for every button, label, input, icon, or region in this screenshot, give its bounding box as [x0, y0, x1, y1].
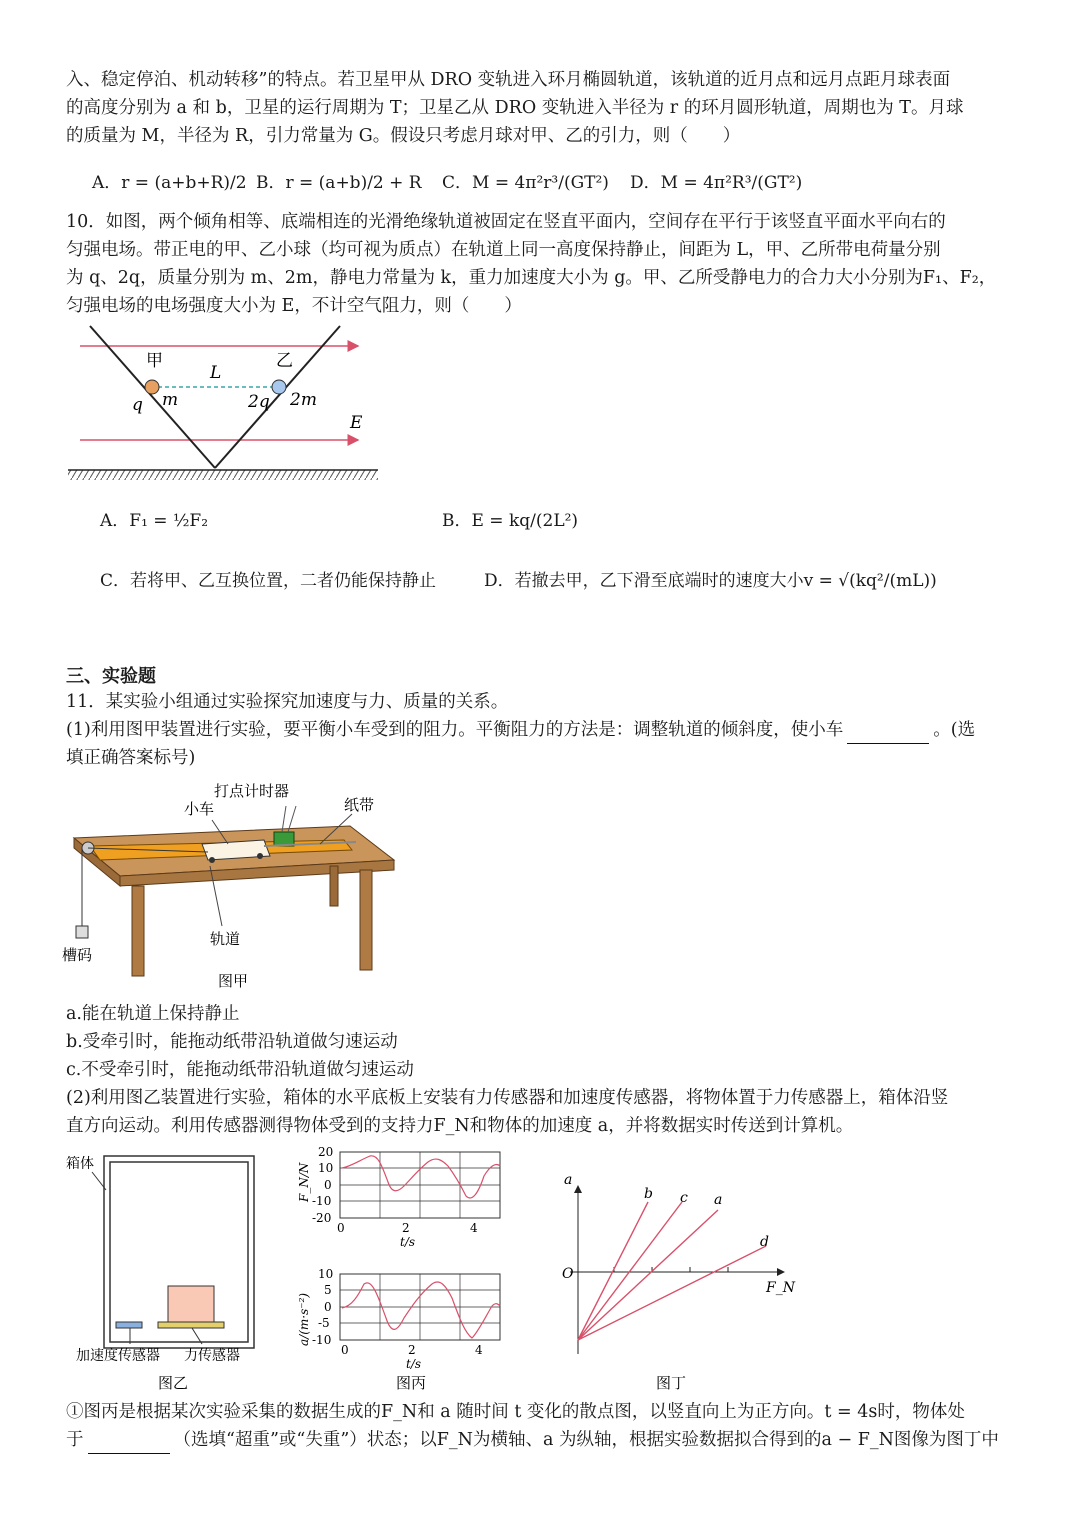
chart-force	[297, 1146, 500, 1249]
q10-line-3: 为 q、2q，质量分别为 m、2m，静电力常量为 k，重力加速度大小为 g。甲、乙所受静电力的合力大小分别为F₁、F₂，	[66, 268, 997, 288]
label-force-sensor: 力传感器	[184, 1348, 240, 1364]
q10-line-1: 10．如图，两个倾角相等、底端相连的光滑绝缘轨道被固定在竖直平面内，空间存在平行于该竖直平面水平向右的	[66, 212, 946, 232]
figure-bing	[292, 1146, 522, 1396]
label-car: 小车	[184, 800, 215, 818]
line-a	[578, 1210, 718, 1340]
q11-intro: 11．某实验小组通过实验探究加速度与力、质量的关系。	[66, 692, 509, 712]
label-line-a: a	[714, 1192, 723, 1208]
axis-label-a: a	[564, 1172, 573, 1188]
label-line-b: b	[644, 1186, 653, 1202]
caption-ding: 图丁	[656, 1374, 687, 1392]
q9-option-d: D．M = 4π²R³/(GT²)	[630, 173, 803, 193]
object-block	[168, 1286, 214, 1322]
ytick-a-m5: -5	[318, 1316, 330, 1330]
q11-part1-tail: 。(选	[933, 720, 976, 740]
label-line-c: c	[680, 1190, 688, 1206]
label-q: q	[132, 395, 143, 415]
q11-part1-line2: 填正确答案标号)	[66, 748, 196, 768]
caption-bing: 图丙	[396, 1374, 427, 1392]
q10-figure	[60, 318, 390, 488]
xtick-f-0: 0	[337, 1221, 345, 1235]
label-2q: 2q	[248, 392, 270, 412]
choice-b: b.受牵引时，能拖动纸带沿轨道做匀速运动	[66, 1032, 398, 1052]
ytick-f-0: 0	[324, 1178, 332, 1192]
left-track	[90, 326, 215, 468]
ytick-f-20: 20	[318, 1146, 334, 1159]
xtick-a-2: 2	[408, 1343, 416, 1357]
xtick-a-4: 4	[475, 1343, 483, 1357]
caption-jia: 图甲	[218, 972, 249, 990]
q10-option-a: A．F₁ = ½F₂	[100, 511, 209, 531]
choice-a: a.能在轨道上保持静止	[66, 1004, 240, 1024]
q11-question-prefix: 于	[66, 1430, 84, 1450]
right-track	[215, 326, 340, 468]
label-m: m	[162, 390, 179, 410]
xlabel-f: t/s	[400, 1235, 416, 1249]
label-yi: 乙	[276, 351, 293, 371]
ground-hatch	[68, 470, 378, 480]
q9-option-b: B．r = (a+b)/2 + R	[256, 173, 422, 193]
ytick-f-m20: -20	[312, 1211, 332, 1225]
ytick-f-m10: -10	[312, 1194, 332, 1208]
ylabel-f: F_N/N	[297, 1162, 311, 1202]
label-box: 箱体	[66, 1156, 94, 1172]
force-sensor-rect	[158, 1322, 224, 1328]
q10-option-c: C．若将甲、乙互换位置，二者仍能保持静止	[100, 571, 437, 591]
label-jia: 甲	[146, 351, 163, 371]
q10-line-2: 匀强电场。带正电的甲、乙小球（均可视为质点）在轨道上同一高度保持静止，间距为 L，甲、乙所带电荷量分别	[66, 240, 941, 260]
ytick-a-10: 10	[318, 1267, 334, 1281]
label-weight: 槽码	[62, 946, 93, 964]
q9-line-2: 的高度分别为 a 和 b，卫星的运行周期为 T；卫星乙从 DRO 变轨进入半径为 r 的环月圆形轨道，周期也为 T。月球	[66, 98, 964, 118]
label-line-d: d	[760, 1234, 769, 1250]
answer-blank-2[interactable]	[88, 1433, 170, 1454]
figure-yi	[62, 1150, 262, 1400]
label-acc-sensor: 加速度传感器	[76, 1348, 160, 1364]
ytick-a-5: 5	[324, 1283, 332, 1297]
q11-question-line2	[66, 1426, 1026, 1454]
axis-label-fn: F_N	[766, 1280, 795, 1296]
q11-part2-line2: 直方向运动。利用传感器测得物体受到的支持力F_N和物体的加速度 a，并将数据实时传送到计算机。	[66, 1116, 854, 1136]
ball-jia	[145, 380, 159, 394]
q9-line-3: 的质量为 M，半径为 R，引力常量为 G。假设只考虑月球对甲、乙的引力，则（ ）	[66, 126, 741, 146]
label-2m: 2m	[290, 390, 317, 410]
answer-blank-1[interactable]	[847, 723, 929, 744]
q11-question-rest: （选填“超重”或“失重”）状态；以F_N为横轴、a 为纵轴，根据实验数据拟合得到的a − F_N图像为图丁中	[173, 1430, 999, 1450]
label-tape: 纸带	[344, 796, 375, 814]
choice-c: c.不受牵引时，能拖动纸带沿轨道做匀速运动	[66, 1060, 414, 1080]
q11-part1-text: (1)利用图甲装置进行实验，要平衡小车受到的阻力。平衡阻力的方法是：调整轨道的倾斜度，使小车	[66, 720, 844, 740]
acc-sensor-rect	[116, 1322, 142, 1328]
ball-yi	[272, 380, 286, 394]
label-track: 轨道	[210, 930, 241, 948]
chart-acceleration	[297, 1267, 500, 1371]
ytick-f-10: 10	[318, 1161, 334, 1175]
figure-ding	[552, 1166, 802, 1396]
xtick-f-2: 2	[402, 1221, 410, 1235]
ytick-a-0: 0	[324, 1300, 332, 1314]
section-title: 三、实验题	[66, 666, 156, 687]
figure-jia	[60, 776, 400, 996]
q9-line-1: 入、稳定停泊、机动转移”的特点。若卫星甲从 DRO 变轨进入环月椭圆轨道，该轨道的近月点和远月点距月球表面	[66, 70, 951, 90]
xtick-a-0: 0	[341, 1343, 349, 1357]
label-timer: 打点计时器	[214, 782, 290, 800]
caption-yi: 图乙	[158, 1374, 189, 1392]
q10-line-4: 匀强电场的电场强度大小为 E，不计空气阻力，则（ ）	[66, 296, 522, 316]
q11-question-line1: ①图丙是根据某次实验采集的数据生成的F_N和 a 随时间 t 变化的散点图，以竖直向上为正方向。t = 4s时，物体处	[66, 1402, 965, 1422]
q9-option-a: A．r = (a+b+R)/2	[92, 173, 247, 193]
ylabel-a: a/(m·s⁻²)	[297, 1292, 311, 1346]
line-d	[578, 1246, 766, 1340]
origin-label: O	[562, 1266, 574, 1282]
ytick-a-m10: -10	[312, 1333, 332, 1347]
xlabel-a: t/s	[406, 1357, 422, 1371]
xtick-f-4: 4	[470, 1221, 478, 1235]
q9-option-c: C．M = 4π²r³/(GT²)	[442, 173, 609, 193]
label-E: E	[350, 413, 363, 433]
line-b	[578, 1202, 648, 1340]
label-L: L	[210, 363, 222, 383]
q11-part1-line1	[66, 716, 1026, 744]
line-c	[578, 1202, 682, 1340]
q11-part2-line1: (2)利用图乙装置进行实验，箱体的水平底板上安装有力传感器和加速度传感器，将物体置于力传感器上，箱体沿竖	[66, 1088, 949, 1108]
q10-option-b: B．E = kq/(2L²)	[442, 511, 579, 531]
q10-option-d: D．若撤去甲，乙下滑至底端时的速度大小v = √(kq²/(mL))	[484, 571, 937, 591]
